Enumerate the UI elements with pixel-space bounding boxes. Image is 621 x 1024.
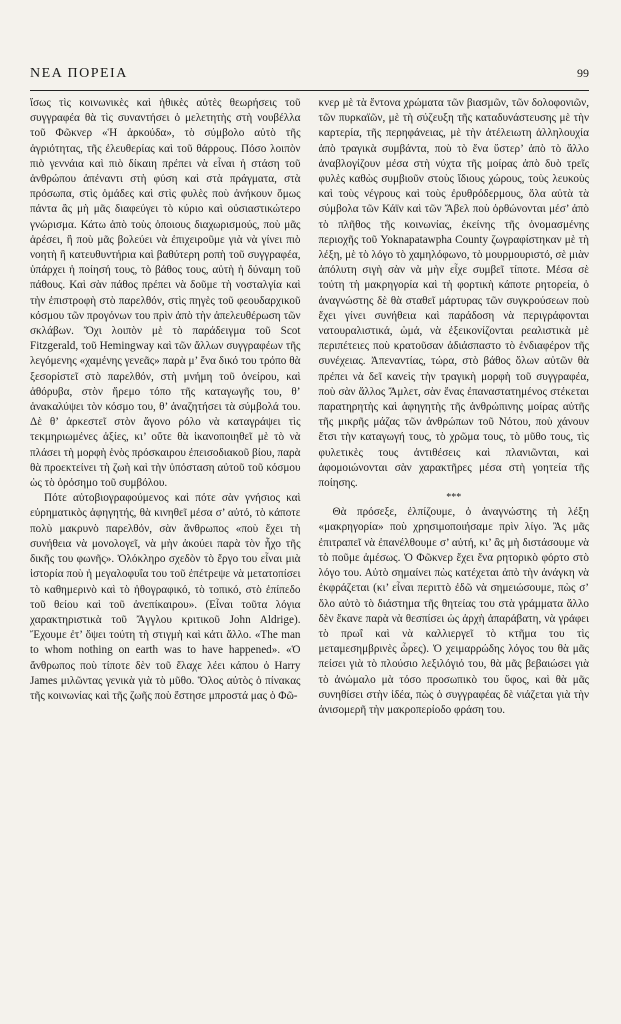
page-number: 99 [577,66,589,80]
text-columns [30,96,589,1004]
running-header [30,66,589,88]
paragraph: Πότε αὐτοβιογραφούμενος καὶ πότε σὰν γνήσιος καὶ εὐρηματικὸς ἀφηγητής, θὰ κινηθεῖ μέσα σ’ αὐτό, τὸ κάποτε πολὺ μακρυνὸ παρελθόν, σὰν ἄνθρωπος «ποὺ ἔχει τὴ συνήθεια νὰ μονολογεῖ, νὰ μὴν ἀκούει παρὰ τὸν ἦχο τῆς δικῆς του φωνῆς». Ὁλόκληρο σχεδὸν τὸ ἔργο του εἶναι μιὰ ἱστορία ποὺ ἡ μεγαλοφυΐα του τοῦ ἐπέτρεψε νὰ μετατοπίσει τὸ καθημερινὸ καὶ τὸ ἠθογραφικό, τὸ τοπικό, στὸ ἐπίπεδο τοῦ θείου καὶ τοῦ ἀνεπίκαιρου». (Εἶναι τοῦτα λόγια χαρακτηριστικὰ τοῦ Ἄγγλου κριτικοῦ John Aldrige). Ἔχουμε ἐτ’ ὄψει τούτη τὴ στιγμὴ καὶ κάτι ἄλλο. «The man to whom nothing on earth was to have happened». «Ὁ ἄνθρωπος ποὺ τίποτε δὲν τοῦ ἔλαχε λέει κάπου ὁ Harry James μιλῶντας γενικὰ γιὰ τὸ μῦθο. Ὅλος αὐτὸς ὁ πίνακας τῆς κοινωνίας καὶ τῆς ζωῆς ποὺ ἔστησε μπροστά μας ὁ Φῶ- [30,492,301,702]
paragraph: Θὰ πρόσεξε, ἐλπίζουμε, ὁ ἀναγνώστης τὴ λέξη «μακρηγορία» ποὺ χρησιμοποιήσαμε πρὶν λίγο. Ἂς μᾶς ἐπιτραπεῖ νὰ ἐπανέλθουμε σ’ αὐτή, κι’ ἂς μὴ διστάσουμε νὰ τὸ ποῦμε ἀμέσως. Ὁ Φῶκνερ ἔχει ἕνα ρητορικὸ φόρτο στὸ λόγο του. Αὐτὸ σημαίνει πὼς κατέχεται ἀπὸ τὴν ἀνάγκη νὰ ἐκφράζεται (κι’ εἶναι περιττὸ ἐδῶ νὰ σημειώσουμε, πὼς σ’ ὅλο αὐτὸ τὸ διάστημα τῆς θητείας του στὰ γράμματα ἄλλο δὲν ἔκανε παρὰ νὰ θεσπίσει ὡς ἀρχὴ ἀπαράβατη, νὰ γράφει τὸ πρωΐ καὶ νὰ καλλιεργεῖ τὸ κτῆμα του τὶς μεταμεσημβρινὲς ὧρες). Ὁ χειμαρρώδης λόγος του θὰ μᾶς πείσει γιὰ τὸ πλούσιο λεξιλόγιό του, θὰ μᾶς βεβαιώσει γιὰ τὸ ἀνώμαλο μὰ τόσο προσωπικὸ του ὕφος, καὶ θὰ μᾶς συνηθίσει στὴν ἰδέα, πὼς ὁ συγγραφέας δὲ νιάζεται γιὰ τὴν ἀνισομερῆ τὴν μακροπερίοδο φράση του. [318,506,589,716]
left-column [30,96,301,1004]
section-separator: *** [446,492,462,504]
paragraph: κνερ μὲ τὰ ἔντονα χρώματα τῶν βιασμῶν, τῶν δολοφονιῶν, τῶν πυρκαϊῶν, μὲ τὴ σύζευξη τῆς καταδυνάστευσης μὲ τὴν καρτερία, τῆς περηφάνειας, μὲ τὴν ἀτέλειωτη ἀλληλουχία ἀπὸ τραγικὰ συμβάντα, ποὺ τὸ ἕνα ὕστερ’ ἀπὸ τὸ ἄλλο ἀναβλογίζουν μέσα στὴ νύχτα τῆς μοίρας ἀπὸ δυὸ τρεῖς φυλὲς καθὼς συμβιοῦν στοὺς ἴδιους χώρους, τοὺς λευκοὺς καὶ τοὺς νέγρους καὶ τοὺς ἐρυθρόδερμους, ὅλα αὐτὰ τὰ σύμβολα τῶν Κάϊν καὶ τῶν Ἄβελ ποὺ ὀρθώνονται μέσ’ ἀπὸ τὸ πλῆθος τῆς κοινωνίας, ἐκείνης τῆς ὀνομασμένης περιοχῆς τοῦ Yoknapatawpha County ζωγραφίστηκαν μὲ τὴ λέξη, μὲ τὸ λόγο τὸ χαμηλόφωνο, τὸ μουρμουριστό, σὲ μιὰν ἀπόλυτη σιγὴ σὰν νὰ μὴν εἶχε συμβεῖ τίποτε. Μέσα σὲ τούτη τὴ μακρηγορία καὶ τὴ φορτικὴ κάποτε ρητορεία, ὁ ἀναγνώστης δὲ θὰ σταθεῖ μάρτυρας τῶν συγκρούσεων ποὺ ἔχει γίνει συνήθεια καὶ παράδοση νὰ περιγράφονται νατουραλιστικά, ὠμά, νὰ ἐξεικονίζονται ρεαλιστικὰ μὲ περιπέτειες ποὺ κρατοῦσαν ἀδιάσπαστο τὸ ἐνδιαφέρον τῆς συνέχειας. Ἀπεναντίας, τώρα, στὸ βάθος ὅλων αὐτῶν θὰ πρέπει νὰ δεῖ κανεὶς τὴν τραγικὴ μορφὴ τοῦ συγγραφέα, ποὺ σὰν ἄλλος Ἄμλετ, σὰν ἕνας ἐπαναστατημένος στέκεται παρατηρητὴς καὶ ἀφηγητὴς τῆς ἀνθρώπινης μοίρας αὐτῆς τῆς μικρῆς μάζας τῶν ἀνθρώπων τοῦ Νότου, ποὺ χάνουν ἔτσι τὴν καταγωγή τους, τὸ χρῶμα τους, τὸ μῦθο τους, τὶς φυλετικὲς τους ἀντιθέσεις καὶ πλανιῶνται, καὶ ἀφομοιώνονται σὰν χαρακτῆρες μέσα στὴ γοητεία τῆς ποίησης. [318,97,589,490]
right-column [319,96,590,1004]
paragraph: ἴσως τὶς κοινωνικὲς καὶ ἠθικὲς αὐτὲς θεωρήσεις τοῦ συγγραφέα θὰ τὶς συναντήσει ὁ μελετητὴς στὴ νουβέλλα τοῦ Φῶκνερ «Ἡ ἀρκούδα», τὸ σύμβολο αὐτὸ τῆς ἀγριότητας, τῆς ἐλευθερίας καὶ τοῦ θάρρους. Πόσο λοιπὸν πιὸ γεννάια καὶ πιὸ δίκαιη πρέπει νὰ εἶναι ἡ στάση τοῦ ἀνθρώπου ἀπέναντι στὴ φύση καὶ στὰ πράγματα, στὰ πρόσωπα, στὶς ὁμάδες καὶ στὶς φυλὲς ποὺ ἀνήκουν ὅμως πάντα ἂς μὴ μᾶς διαφεύγει τὸ κύριο καὶ οὐσιαστικώτερο γνώρισμα. Κάτω ἀπὸ τοὺς ὁποιους διαχωρισμούς, ποὺ μᾶς ἀρέσει, ἢ ποὺ μᾶς βολεύει νὰ ἐπιχειροῦμε γιὰ νὰ γίνει πιὸ νοητὴ ἢ κατευθυντήρια καὶ βαθύτερη ροπὴ τοῦ συγγραφέα, ὑπάρχει ἡ ποίησή τους, τὸ βάθος τους, αὐτὴ ἡ δύναμη τοῦ πάθους. Καὶ σὰν πάθος πρέπει νὰ δοῦμε τὴ νοσταλγία καὶ τὴν ἐπιστροφὴ στὸ παρελθόν, στὶς πηγὲς τοῦ φεουδαρχικοῦ κόσμου τῶν προγόνων του πρὶν ἀπὸ τὴν ἀπελευθέρωση τῶν σκλάβων. Ὄχι λοιπὸν μὲ τὸ παράδειγμα τοῦ Scot Fitzgerald, τοῦ Hemingway καὶ τῶν ἄλλων συγγραφέων τῆς λεγόμενης «χαμένης γενεᾶς» παρὰ μ’ ἕνα δικό του τρόπο θὰ ξεσορίστεῖ στὸ παρελθόν, στὴ μνήμη τοῦ ὀνείρου, καὶ ἀθόρυβα, στὸν ἤρεμο τόπο τῆς καταγωγῆς του, θ’ ἀνακαλύψει τὸν κόσμο του, θ’ ἀναζητήσει τὰ σύμβολά του. Δὲ θ’ ἀρκεστεῖ στὸν ἄγονο ρόλο νὰ καταγράψει τὶς τεκμηριωμένες ἀξίες, κι’ οὔτε θὰ ἱκανοποιηθεῖ μὲ τὸ νὰ πλάσει τὴ μορφὴ ἑνὸς πρόσκαιρου ἐπεισοδιακοῦ βίου, παρὰ θὰ προεκτείνει τὴ ζωὴ καὶ τὴν ὑπόσταση αὐτοῦ τοῦ κόσμου ὡς τὸ ὁρόσημο τοῦ συμβόλου. [30,97,301,490]
header-rule [30,90,589,91]
journal-title: ΝΕΑ ΠΟΡΕΙΑ [30,66,128,81]
